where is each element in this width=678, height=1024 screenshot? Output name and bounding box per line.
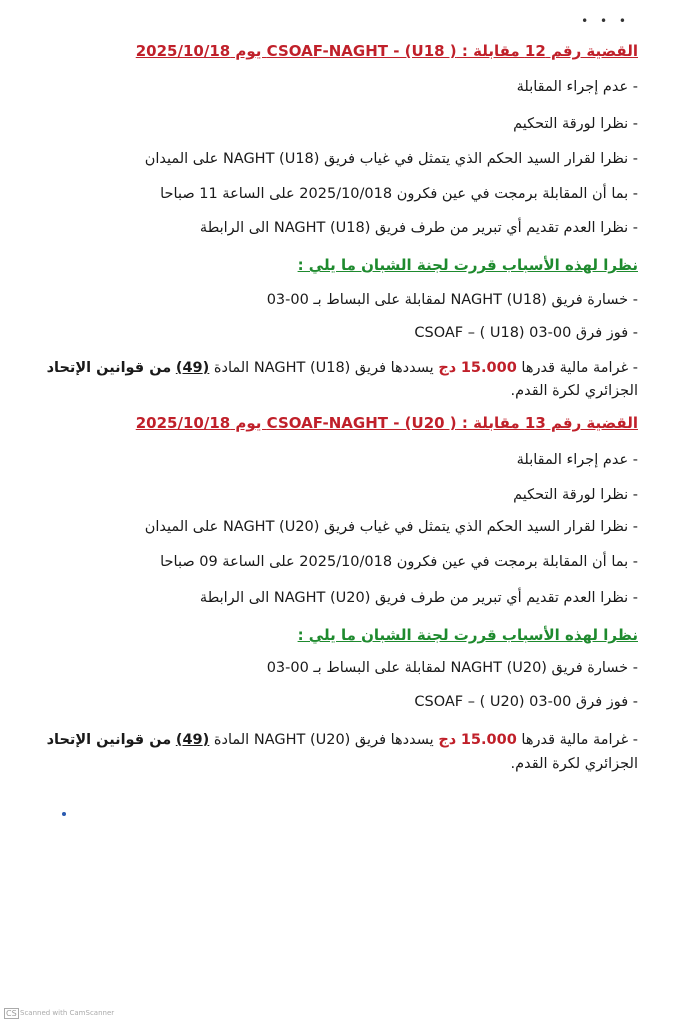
case-12-reason-4: - بما أن المقابلة برمجت في عين فكرون 2025/10/018 على الساعة 11 صباحا: [160, 186, 638, 202]
fine-article: (49): [175, 732, 210, 748]
fine-amount: 15.000: [460, 732, 517, 748]
fine-middle: يسددها فريق NAGHT (U20) المادة: [213, 732, 434, 748]
case-12-fine: [40, 357, 638, 379]
case-12-reason-3: - نظرا لقرار السيد الحكم الذي يتمثل في غياب فريق NAGHT (U18) على الميدان: [144, 151, 638, 167]
case-12-win: - فوز فرق CSOAF – ( U18) 03-00: [414, 325, 638, 341]
fine-currency: دج: [438, 360, 457, 376]
case-13-reason-5: - نظرا العدم تقديم أي تبرير من طرف فريق NAGHT (U20) الى الرابطة: [199, 590, 638, 606]
fine-currency: دج: [438, 732, 457, 748]
case-13-reason-1: - عدم إجراء المقابلة: [516, 452, 638, 468]
case-13-decision-header: نظرا لهذه الأسباب قررت لجنة الشبان ما يلي :: [297, 626, 638, 644]
case-13-title: القضية رقم 13 مقابلة : CSOAF-NAGHT - (U20 ) يوم 2025/10/18: [135, 414, 638, 432]
case-13-loss: - خسارة فريق NAGHT (U20) لمقابلة على البساط بـ 00-03: [266, 660, 638, 676]
case-12-reason-5: - نظرا العدم تقديم أي تبرير من طرف فريق NAGHT (U18) الى الرابطة: [199, 220, 638, 236]
case-12-loss: - خسارة فريق NAGHT (U18) لمقابلة على البساط بـ 00-03: [266, 292, 638, 308]
fine-suffix: من قوانين الإتحاد: [46, 360, 172, 376]
fine-article: (49): [175, 360, 210, 376]
case-13-reason-3: - نظرا لقرار السيد الحكم الذي يتمثل في غياب فريق NAGHT (U20) على الميدان: [144, 519, 638, 535]
fine-prefix: - غرامة مالية قدرها: [521, 360, 638, 376]
case-12-decision-header: نظرا لهذه الأسباب قررت لجنة الشبان ما يلي :: [297, 256, 638, 274]
fine-suffix: من قوانين الإتحاد: [46, 732, 172, 748]
fine-prefix: - غرامة مالية قدرها: [521, 732, 638, 748]
case-13-fine: [40, 729, 638, 751]
header-dots: • • •: [581, 14, 630, 28]
case-12-reason-1: - عدم إجراء المقابلة: [516, 79, 638, 95]
case-13-reason-2: - نظرا لورقة التحكيم: [513, 487, 638, 503]
camscanner-watermark: Scanned with CamScanner: [20, 1009, 115, 1017]
fine-amount: 15.000: [460, 360, 517, 376]
fine-middle: يسددها فريق NAGHT (U18) المادة: [213, 360, 434, 376]
case-12-fine-line2: الجزائري لكرة القدم.: [510, 383, 638, 399]
camscanner-logo: CS: [6, 1009, 17, 1018]
case-12-reason-2: - نظرا لورقة التحكيم: [513, 116, 638, 132]
case-12-title: القضية رقم 12 مقابلة : CSOAF-NAGHT - (U18 ) يوم 2025/10/18: [135, 42, 638, 60]
case-13-reason-4: - بما أن المقابلة برمجت في عين فكرون 2025/10/018 على الساعة 09 صباحا: [160, 554, 638, 570]
case-13-win: - فوز فرق CSOAF – ( U20) 03-00: [414, 694, 638, 710]
case-13-fine-line2: الجزائري لكرة القدم.: [510, 756, 638, 772]
stray-dot: [62, 812, 66, 816]
